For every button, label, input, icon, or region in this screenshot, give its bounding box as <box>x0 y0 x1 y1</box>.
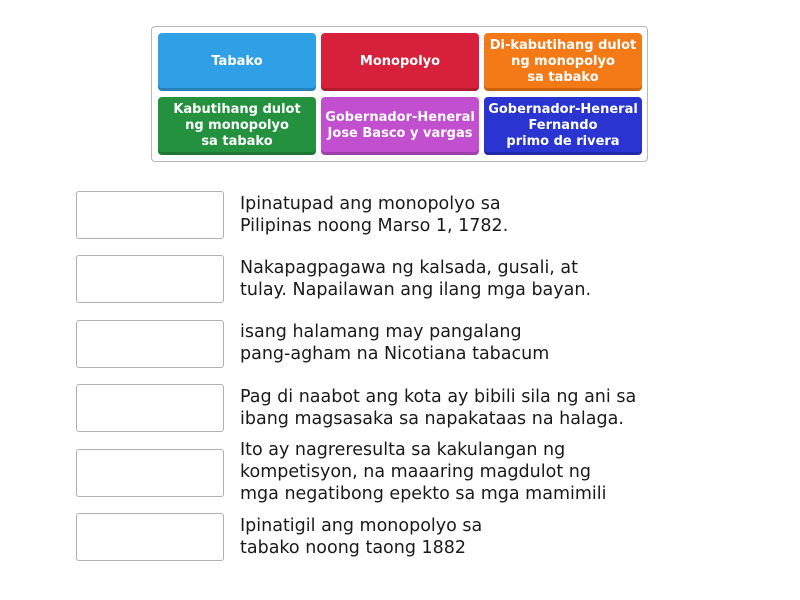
clue-6: Ipinatigil ang monopolyo sa tabako noong taong 1882 <box>240 516 483 558</box>
drop-box-6[interactable] <box>76 513 224 561</box>
clue-1: Ipinatupad ang monopolyo sa Pilipinas noong Marso 1, 1782. <box>240 194 509 236</box>
drop-box-3[interactable] <box>76 320 224 368</box>
drop-box-1[interactable] <box>76 191 224 239</box>
drop-box-5[interactable] <box>76 449 224 497</box>
tile-monopolyo[interactable]: Monopolyo <box>321 33 479 91</box>
clue-3: isang halamang may pangalang pang-agham na Nicotiana tabacum <box>240 322 550 364</box>
tile-jose-basco[interactable]: Gobernador-Heneral Jose Basco y vargas <box>321 97 479 155</box>
tile-primo-de-rivera[interactable]: Gobernador-Heneral Fernando primo de rivera <box>484 97 642 155</box>
tile-tabako[interactable]: Tabako <box>158 33 316 91</box>
answer-tile-bank <box>151 26 648 162</box>
drop-box-2[interactable] <box>76 255 224 303</box>
clue-5: Ito ay nagreresulta sa kakulangan ng kompetisyon, na maaaring magdulot ng mga negatibong epekto sa mga mamimili <box>240 440 607 504</box>
clue-2: Nakapagpagawa ng kalsada, gusali, at tulay. Napailawan ang ilang mga bayan. <box>240 258 592 300</box>
drop-box-4[interactable] <box>76 384 224 432</box>
clue-4: Pag di naabot ang kota ay bibili sila ng ani sa ibang magsasaka sa napakataas na halaga. <box>240 387 637 429</box>
tile-kabutihang-dulot[interactable]: Kabutihang dulot ng monopolyo sa tabako <box>158 97 316 155</box>
tile-di-kabutihang-dulot[interactable]: Di-kabutihang dulot ng monopolyo sa tabako <box>484 33 642 91</box>
